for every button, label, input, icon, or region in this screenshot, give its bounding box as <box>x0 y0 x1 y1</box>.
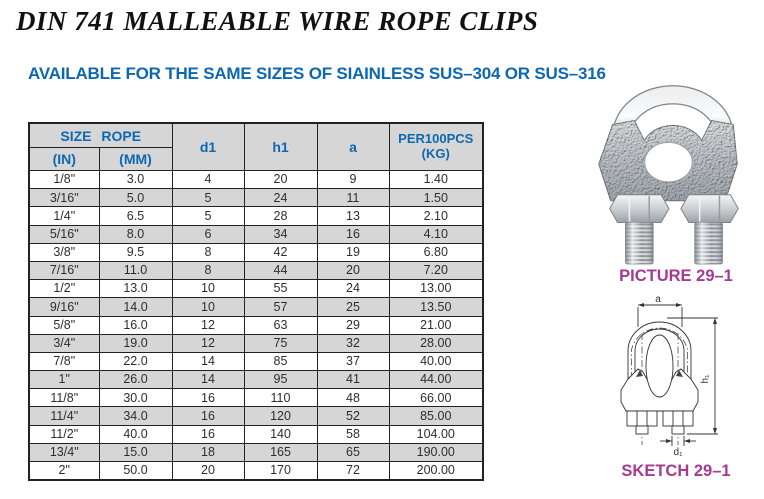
table-cell: 34 <box>244 225 317 243</box>
table-row <box>29 171 483 189</box>
table-cell: 190.00 <box>389 443 483 461</box>
table-cell: 55 <box>244 280 317 298</box>
sketch-label: SKETCH 29–1 <box>621 462 731 480</box>
table-cell: 104.00 <box>389 425 483 443</box>
table-cell: 3/8" <box>29 243 99 261</box>
table-cell: 41 <box>317 371 389 389</box>
table-cell: 11.0 <box>99 261 172 279</box>
table-cell: 9 <box>317 171 389 189</box>
table-cell: 140 <box>244 425 317 443</box>
table-cell: 21.00 <box>389 316 483 334</box>
dim-label-a: a <box>655 294 661 305</box>
table-cell: 3.0 <box>99 171 172 189</box>
table-cell: 63 <box>244 316 317 334</box>
table-cell: 7/16" <box>29 261 99 279</box>
table-cell: 5/8" <box>29 316 99 334</box>
product-photo <box>596 79 741 267</box>
table-cell: 200.00 <box>389 462 483 481</box>
table-cell: 6.80 <box>389 243 483 261</box>
table-cell: 24 <box>244 189 317 207</box>
table-row <box>29 352 483 370</box>
table-cell: 11/4" <box>29 407 99 425</box>
table-cell: 1.50 <box>389 189 483 207</box>
table-cell: 44.00 <box>389 371 483 389</box>
table-cell: 16.0 <box>99 316 172 334</box>
table-cell: 50.0 <box>99 462 172 481</box>
table-row <box>29 261 483 279</box>
table-cell: 40.0 <box>99 425 172 443</box>
spec-table-body <box>29 171 483 481</box>
col-header-per100pcs <box>389 123 483 171</box>
table-cell: 3/16" <box>29 189 99 207</box>
table-cell: 28 <box>244 207 317 225</box>
table-cell: 85 <box>244 352 317 370</box>
page-title: DIN 741 MALLEABLE WIRE ROPE CLIPS <box>16 6 539 36</box>
table-cell: 9/16" <box>29 298 99 316</box>
table-cell: 19.0 <box>99 334 172 352</box>
table-cell: 13/4" <box>29 443 99 461</box>
table-row <box>29 298 483 316</box>
table-cell: 9.5 <box>99 243 172 261</box>
table-cell: 120 <box>244 407 317 425</box>
table-cell: 37 <box>317 352 389 370</box>
table-cell: 95 <box>244 371 317 389</box>
per100pcs-line1: PER100PCS <box>398 131 474 147</box>
table-cell: 7/8" <box>29 352 99 370</box>
col-header-a: a <box>317 123 389 171</box>
table-row <box>29 243 483 261</box>
table-cell: 85.00 <box>389 407 483 425</box>
table-row <box>29 389 483 407</box>
table-cell: 25 <box>317 298 389 316</box>
table-cell: 10 <box>172 298 244 316</box>
table-cell: 11/8" <box>29 389 99 407</box>
subtitle: AVAILABLE FOR THE SAME SIZES OF SIAINLESS SUS–304 OR SUS–316 <box>28 64 606 83</box>
table-cell: 16 <box>172 407 244 425</box>
table-cell: 14 <box>172 371 244 389</box>
table-cell: 58 <box>317 425 389 443</box>
table-cell: 11/2" <box>29 425 99 443</box>
table-cell: 20 <box>317 261 389 279</box>
table-cell: 14.0 <box>99 298 172 316</box>
table-cell: 2" <box>29 462 99 481</box>
table-cell: 12 <box>172 334 244 352</box>
table-cell: 14 <box>172 352 244 370</box>
table-cell: 19 <box>317 243 389 261</box>
table-row <box>29 280 483 298</box>
table-cell: 72 <box>317 462 389 481</box>
table-cell: 20 <box>172 462 244 481</box>
table-cell: 2.10 <box>389 207 483 225</box>
table-cell: 1" <box>29 371 99 389</box>
table-cell: 48 <box>317 389 389 407</box>
table-cell: 75 <box>244 334 317 352</box>
table-cell: 8 <box>172 243 244 261</box>
table-cell: 13.0 <box>99 280 172 298</box>
table-cell: 66.00 <box>389 389 483 407</box>
table-cell: 3/4" <box>29 334 99 352</box>
table-cell: 16 <box>172 389 244 407</box>
table-cell: 13 <box>317 207 389 225</box>
table-cell: 1/4" <box>29 207 99 225</box>
picture-label: PICTURE 29–1 <box>619 267 733 285</box>
table-cell: 16 <box>172 425 244 443</box>
table-cell: 65 <box>317 443 389 461</box>
table-cell: 5/16" <box>29 225 99 243</box>
table-cell: 165 <box>244 443 317 461</box>
table-cell: 8.0 <box>99 225 172 243</box>
sketch-lines <box>621 303 718 446</box>
table-row <box>29 316 483 334</box>
table-cell: 20 <box>244 171 317 189</box>
table-cell: 170 <box>244 462 317 481</box>
table-cell: 1/2" <box>29 280 99 298</box>
table-cell: 52 <box>317 407 389 425</box>
table-cell: 13.50 <box>389 298 483 316</box>
col-header-size-rope: SIZE ROPE <box>29 123 172 148</box>
wire-rope-clip-photo <box>599 95 739 264</box>
table-cell: 11 <box>317 189 389 207</box>
table-cell: 30.0 <box>99 389 172 407</box>
table-cell: 34.0 <box>99 407 172 425</box>
spec-table <box>28 122 484 481</box>
table-row <box>29 407 483 425</box>
table-row <box>29 462 483 481</box>
table-row <box>29 334 483 352</box>
table-cell: 6.5 <box>99 207 172 225</box>
col-header-h1: h1 <box>244 123 317 171</box>
table-cell: 1/8" <box>29 171 99 189</box>
col-header-in: (IN) <box>29 148 99 171</box>
dimension-sketch <box>595 293 764 458</box>
table-cell: 42 <box>244 243 317 261</box>
col-header-mm: (MM) <box>99 148 172 171</box>
table-cell: 44 <box>244 261 317 279</box>
dim-label-h1: h₁ <box>700 374 711 384</box>
table-cell: 28.00 <box>389 334 483 352</box>
dim-label-d1: d₁ <box>673 447 683 458</box>
col-header-d1: d1 <box>172 123 244 171</box>
table-cell: 1.40 <box>389 171 483 189</box>
table-cell: 24 <box>317 280 389 298</box>
table-cell: 22.0 <box>99 352 172 370</box>
table-cell: 16 <box>317 225 389 243</box>
table-cell: 5 <box>172 189 244 207</box>
table-cell: 4 <box>172 171 244 189</box>
table-row <box>29 443 483 461</box>
table-cell: 29 <box>317 316 389 334</box>
table-cell: 18 <box>172 443 244 461</box>
per100pcs-line2: (KG) <box>421 146 450 161</box>
table-row <box>29 189 483 207</box>
table-cell: 5.0 <box>99 189 172 207</box>
table-cell: 13.00 <box>389 280 483 298</box>
table-cell: 8 <box>172 261 244 279</box>
table-cell: 6 <box>172 225 244 243</box>
table-cell: 26.0 <box>99 371 172 389</box>
table-cell: 7.20 <box>389 261 483 279</box>
table-cell: 40.00 <box>389 352 483 370</box>
table-cell: 32 <box>317 334 389 352</box>
table-cell: 57 <box>244 298 317 316</box>
table-row <box>29 225 483 243</box>
table-cell: 10 <box>172 280 244 298</box>
table-row <box>29 371 483 389</box>
table-cell: 15.0 <box>99 443 172 461</box>
table-cell: 12 <box>172 316 244 334</box>
table-row <box>29 425 483 443</box>
table-cell: 110 <box>244 389 317 407</box>
table-cell: 5 <box>172 207 244 225</box>
table-cell: 4.10 <box>389 225 483 243</box>
table-row <box>29 207 483 225</box>
